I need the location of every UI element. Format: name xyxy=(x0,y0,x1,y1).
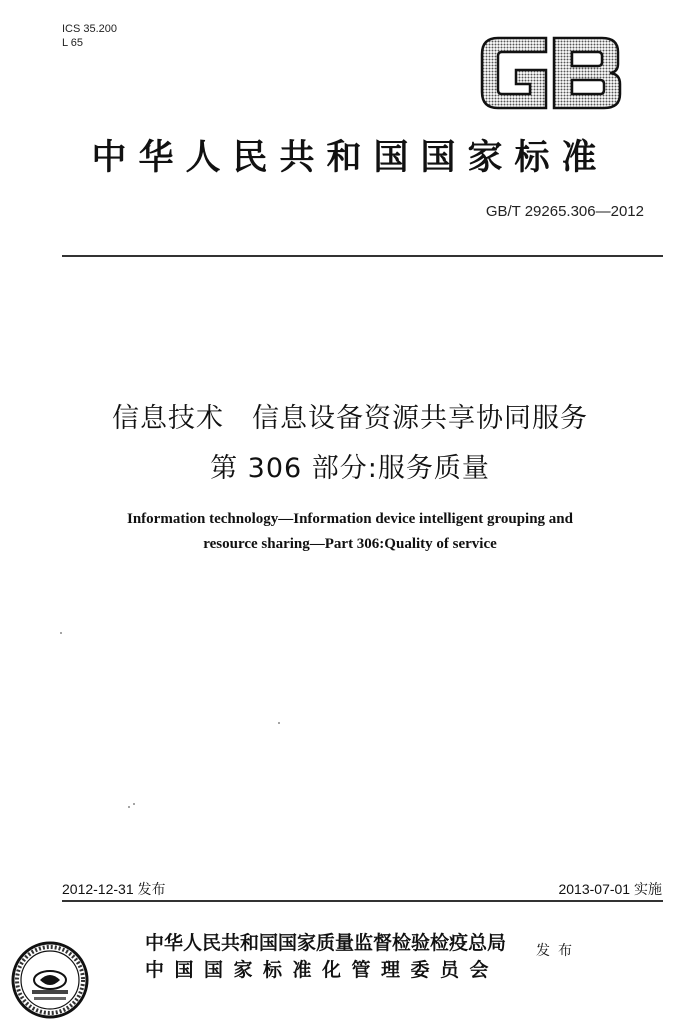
publish-label: 发布 xyxy=(536,943,580,959)
classification-codes xyxy=(62,22,117,50)
issuer-line1: 中华人民共和国国家质量监督检验检疫总局 xyxy=(145,932,507,954)
footer-divider xyxy=(62,900,663,902)
seal-stamp-icon xyxy=(10,940,90,1020)
implementation-date: 2013-07-01 实施 xyxy=(558,881,662,897)
english-title-line2: resource sharing—Part 306:Quality of service xyxy=(203,536,497,552)
scan-speck xyxy=(133,803,135,805)
issuer-line2: 中国国家标准化管理委员会 xyxy=(145,959,500,981)
issue-date: 2012-12-31 发布 xyxy=(62,881,166,897)
standard-number: GB/T 29265.306—2012 xyxy=(485,203,644,220)
chinese-title-line1: 信息技术 信息设备资源共享协同服务 xyxy=(112,403,588,434)
ics-code: ICS 35.200 xyxy=(62,23,118,35)
standard-title: 中华人民共和国国家标准 xyxy=(91,137,609,178)
chinese-title-line2: 第 306 部分:服务质量 xyxy=(210,453,490,484)
scan-speck xyxy=(60,632,62,634)
gb-logo-icon xyxy=(476,34,626,112)
header-divider xyxy=(62,255,663,257)
ccs-code: L 65 xyxy=(62,37,84,49)
scan-speck xyxy=(278,722,280,724)
english-title-line1: Information technology—Information device intelligent grouping and xyxy=(127,511,573,527)
scan-speck xyxy=(128,806,130,808)
